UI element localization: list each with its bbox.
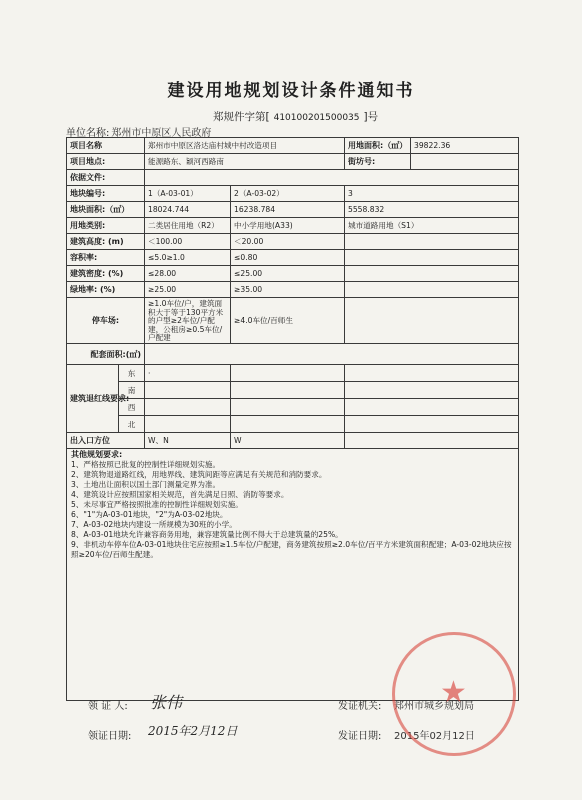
parking-label: 停车场:	[67, 298, 145, 344]
requirement-item: 8、A-03-01地块允许兼容商务用地，兼容建筑量比例不得大于总建筑量的25%。	[71, 529, 343, 539]
street-number-label: 街坊号:	[345, 154, 411, 170]
row-green	[67, 282, 519, 298]
row-height	[67, 234, 519, 250]
land-use-3: 城市道路用地（S1）	[345, 218, 519, 234]
issue-date-value: 2015年02月12日	[394, 731, 475, 742]
basis-label: 依据文件:	[67, 170, 145, 186]
requirement-item: 7、A-03-02地块内建设一所规模为30班的小学。	[71, 519, 237, 529]
requirement-item: 5、未尽事宜严格按照批准的控制性详细规划实施。	[71, 499, 243, 509]
receive-date-value: 2015年2月12日	[148, 724, 238, 738]
issuer-value: 郑州市城乡规划局	[394, 701, 474, 712]
plot-area-label-text: 地块面积:	[70, 205, 106, 214]
doc-number-value: 410100201500035	[273, 113, 360, 123]
row-access	[67, 433, 519, 449]
land-use-label: 用地类别:	[67, 218, 145, 234]
land-area-label: 用地面积:（㎡）	[345, 138, 411, 154]
requirement-item: 2、建筑物退道路红线，用地界线、建筑间距等应满足有关规范和消防要求。	[71, 469, 327, 479]
setback-east-label: 东	[119, 365, 145, 382]
density-3	[345, 266, 519, 282]
page-title: 建设用地规划设计条件通知书	[167, 81, 415, 101]
requirements-list	[71, 460, 514, 560]
setback-north-2	[231, 416, 345, 433]
green-label	[67, 282, 145, 298]
far-1: ≤5.0≥1.0	[145, 250, 231, 266]
seal-star-icon: ★	[440, 675, 467, 710]
setback-west-3	[345, 399, 519, 416]
issuer-label: 发证机关:	[338, 701, 382, 712]
doc-number-prefix: 郑规件字第[	[213, 111, 270, 123]
requirement-item: 6、"1"为A-03-01地块，"2"为A-03-02地块。	[71, 509, 228, 519]
plot-area-label	[67, 202, 145, 218]
parking-1: ≥1.0车位/户，建筑面积大于等于130平方米的户型≥2车位/户配建，公租房≥0.5车位/户配建	[145, 298, 231, 344]
far-3	[345, 250, 519, 266]
green-1: ≥25.00	[145, 282, 231, 298]
plot-no-label: 地块编号:	[67, 186, 145, 202]
setback-row-east	[67, 365, 519, 382]
density-label	[67, 266, 145, 282]
setback-label	[67, 365, 130, 433]
requirement-item: 1、严格按照已批复的控制性详细规划实施。	[71, 459, 221, 469]
conditions-table	[66, 137, 519, 701]
row-far	[67, 250, 519, 266]
setback-north-1	[145, 416, 231, 433]
requirement-item: 4、建筑设计应按照国家相关规范，首先满足日照、消防等要求。	[71, 489, 289, 499]
green-unit: (%)	[100, 285, 116, 294]
setback-north-label: 北	[119, 416, 145, 433]
green-2: ≥35.00	[231, 282, 345, 298]
row-project-location	[67, 154, 519, 170]
official-seal	[392, 632, 516, 756]
issue-date-label: 发证日期:	[338, 731, 382, 742]
requirement-item: 3、土地出让面积以国土部门测量定界为准。	[71, 479, 221, 489]
land-use-1: 二类居住用地（R2）	[145, 218, 231, 234]
setback-west-2	[231, 399, 345, 416]
height-2: ＜20.00	[231, 234, 345, 250]
doc-number-suffix: ]号	[363, 111, 379, 123]
plot-area-unit: （㎡）	[105, 205, 130, 214]
setback-west-1	[145, 399, 231, 416]
density-2: ≤25.00	[231, 266, 345, 282]
plot-no-3: 3	[345, 186, 519, 202]
row-land-use	[67, 218, 519, 234]
far-label: 容积率:	[67, 250, 145, 266]
row-project-name	[67, 138, 519, 154]
setback-west-label: 西	[119, 399, 145, 416]
green-3	[345, 282, 519, 298]
row-density	[67, 266, 519, 282]
receive-date-label: 领证日期:	[88, 731, 132, 742]
setback-east-3	[345, 365, 519, 382]
plot-no-2: 2（A-03-02）	[231, 186, 345, 202]
green-label-text: 绿地率:	[70, 285, 98, 294]
document-number	[213, 109, 378, 124]
height-1: ＜100.00	[145, 234, 231, 250]
facilities-label	[67, 344, 145, 365]
basis-value	[145, 170, 519, 186]
far-2: ≤0.80	[231, 250, 345, 266]
receiver-signature: 张伟	[150, 693, 183, 712]
setback-north-3	[345, 416, 519, 433]
plot-no-1: 1（A-03-01）	[145, 186, 231, 202]
setback-south-3	[345, 382, 519, 399]
project-name-label: 项目名称	[67, 138, 145, 154]
parking-2: ≥4.0车位/百师生	[231, 298, 345, 344]
project-name-value: 郑州市中原区洛达庙村城中村改造项目	[145, 138, 345, 154]
access-label: 出入口方位	[67, 433, 145, 449]
row-plot-no	[67, 186, 519, 202]
density-label-text: 建筑密度:	[70, 269, 106, 278]
setback-east-2	[231, 365, 345, 382]
access-1: W、N	[145, 433, 231, 449]
facilities-label-text: 配套面积:	[90, 349, 126, 359]
height-3	[345, 234, 519, 250]
row-plot-area	[67, 202, 519, 218]
unit-value: 郑州市中原区人民政府	[111, 128, 212, 139]
height-label-text: 建筑高度:	[70, 237, 106, 246]
access-3	[345, 433, 519, 449]
setback-row-south	[67, 382, 519, 399]
project-location-value: 能源路东、颖河西路南	[145, 154, 345, 170]
requirements-title: 其他规划要求:	[71, 450, 123, 459]
facilities-value	[145, 344, 519, 365]
land-area-value: 39822.36	[411, 138, 519, 154]
receiver-label: 领 证 人:	[88, 701, 128, 712]
height-unit: (m)	[108, 237, 124, 246]
setback-south-2	[231, 382, 345, 399]
height-label	[67, 234, 145, 250]
access-2: W	[231, 433, 345, 449]
setback-row-west	[67, 399, 519, 416]
setback-south-1	[145, 382, 231, 399]
row-basis	[67, 170, 519, 186]
row-parking	[67, 298, 519, 344]
street-number-value	[411, 154, 519, 170]
row-facilities	[67, 344, 519, 365]
setback-label-text: 建筑退红线要求:	[70, 393, 130, 403]
plot-area-2: 16238.784	[231, 202, 345, 218]
requirement-item: 9、非机动车停车位A-03-01地块住宅应按照≥1.5车位/户配建，商务建筑按照≥2.0车位/百平方米建筑面积配建；A-03-02地块应按照≥20车位/百师生配建。	[71, 539, 512, 559]
parking-3	[345, 298, 519, 344]
land-use-2: 中小学用地(A33)	[231, 218, 345, 234]
setback-south-label: 南	[119, 382, 145, 399]
facilities-unit: (㎡)	[125, 349, 141, 359]
density-1: ≤28.00	[145, 266, 231, 282]
plot-area-3: 5558.832	[345, 202, 519, 218]
density-unit: (%)	[108, 269, 124, 278]
setback-row-north	[67, 416, 519, 433]
project-location-label: 项目地点:	[67, 154, 145, 170]
plot-area-1: 18024.744	[145, 202, 231, 218]
unit-label: 单位名称:	[66, 128, 110, 139]
setback-east-1: ·	[145, 365, 231, 382]
